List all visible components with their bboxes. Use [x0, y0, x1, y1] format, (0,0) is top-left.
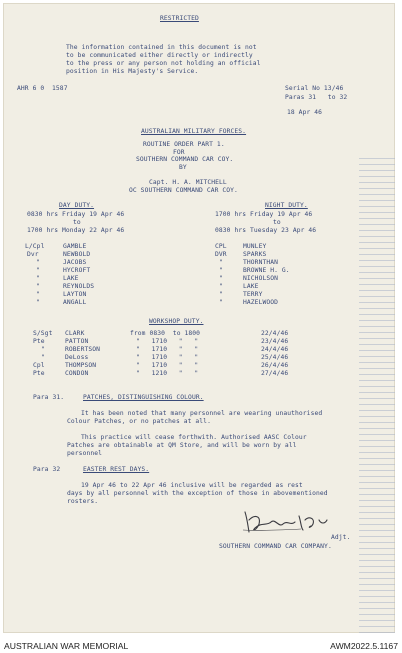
para32-text: rosters. — [67, 498, 99, 505]
night-name: MUNLEY — [243, 243, 267, 250]
workshop-date: 24/4/46 — [261, 346, 289, 353]
serial-number: Serial No 13/46 — [285, 85, 344, 92]
workshop-time: " 1710 " " — [136, 346, 199, 353]
night-duty-until: 0830 hrs Tuesday 23 Apr 46 — [215, 227, 317, 234]
for-word: FOR — [173, 149, 185, 156]
by-word: BY — [179, 164, 187, 171]
para32-text: 19 Apr 46 to 22 Apr 46 inclusive will be regarded as rest — [81, 482, 303, 489]
para31-text: Patches are obtainable at QM Store, and will be worn by all — [67, 442, 297, 449]
night-rank: " — [219, 275, 223, 282]
day-rank: " — [36, 291, 40, 298]
night-name: SPARKS — [243, 251, 267, 258]
workshop-date: 26/4/46 — [261, 362, 289, 369]
adjutant-label: Adjt. — [331, 534, 351, 541]
night-rank: " — [219, 291, 223, 298]
day-rank: " — [36, 259, 40, 266]
night-name: THORNTHAN — [243, 259, 279, 266]
para31-text: This practice will cease forthwith. Authorised AASC Colour — [81, 434, 307, 441]
notice-line: to the press or any person not holding an official — [66, 60, 261, 67]
day-name: LAYTON — [63, 291, 87, 298]
night-duty-to: to — [273, 219, 281, 226]
workshop-date: 23/4/46 — [261, 338, 289, 345]
workshop-time: " 1210 " " — [136, 370, 199, 377]
night-rank: DVR — [215, 251, 227, 258]
workshop-name: THOMPSON — [65, 362, 97, 369]
night-duty-from: 1700 hrs Friday 19 Apr 46 — [215, 211, 313, 218]
day-rank: " — [36, 299, 40, 306]
workshop-name: ROBERTSON — [65, 346, 101, 353]
day-name: REYNOLDS — [63, 283, 95, 290]
day-rank: " — [36, 267, 40, 274]
workshop-time: " 1710 " " — [136, 338, 199, 345]
day-name: NEWBOLD — [63, 251, 91, 258]
day-name: JACOBS — [63, 259, 87, 266]
para31-heading: PATCHES, DISTINGUISHING COLOUR. — [83, 394, 204, 401]
workshop-date: 27/4/46 — [261, 370, 289, 377]
para31-text: personnel — [67, 450, 103, 457]
para32-text: days by all personnel with the exception of those in abovementioned — [67, 490, 328, 497]
workshop-time: from 0830 to 1800 — [130, 330, 201, 337]
workshop-name: CONDON — [65, 370, 89, 377]
signature-company: SOUTHERN COMMAND CAR COMPANY. — [219, 543, 332, 550]
workshop-rank: " — [41, 346, 45, 353]
paras-range: Paras 31 to 32 — [285, 94, 348, 101]
day-duty-to: to — [73, 219, 81, 226]
night-rank: " — [219, 259, 223, 266]
workshop-rank: Pte — [33, 338, 45, 345]
day-name: GAMBLE — [63, 243, 87, 250]
day-name: ANGALL — [63, 299, 87, 306]
night-rank: " — [219, 267, 223, 274]
workshop-rank: " — [41, 354, 45, 361]
night-rank: CPL — [215, 243, 227, 250]
workshop-date: 22/4/46 — [261, 330, 289, 337]
night-name: BROWNE H. G. — [243, 267, 290, 274]
workshop-rank: Cpl — [33, 362, 45, 369]
reference-number: AHR 6 0 1587 — [17, 85, 68, 92]
para32-label: Para 32 — [33, 466, 61, 473]
day-rank: L/Cpl — [25, 243, 45, 250]
notice-line: position in His Majesty's Service. — [66, 68, 199, 75]
day-rank: " — [36, 283, 40, 290]
notice-line: to be communicated either directly or indirectly — [66, 52, 253, 59]
archive-credit: AUSTRALIAN WAR MEMORIAL — [4, 641, 129, 651]
notice-line: The information contained in this document is not — [66, 44, 257, 51]
document-page — [3, 3, 395, 633]
day-name: HYCROFT — [63, 267, 91, 274]
workshop-date: 25/4/46 — [261, 354, 289, 361]
order-title: ROUTINE ORDER PART 1. — [143, 141, 225, 148]
para32-heading: EASTER REST DAYS. — [83, 466, 150, 473]
workshop-name: DeLoss — [65, 354, 89, 361]
day-rank: " — [36, 275, 40, 282]
day-rank: Dvr — [27, 251, 39, 258]
day-duty-until: 1700 hrs Monday 22 Apr 46 — [27, 227, 125, 234]
night-name: NICHOLSON — [243, 275, 279, 282]
day-duty-heading: DAY DUTY. — [59, 202, 95, 209]
para31-label: Para 31. — [33, 394, 65, 401]
workshop-rank: Pte — [33, 370, 45, 377]
workshop-name: PATTON — [65, 338, 89, 345]
company-title: SOUTHERN COMMAND CAR COY. — [136, 156, 234, 163]
para31-text: It has been noted that many personnel are wearing unauthorised — [81, 410, 323, 417]
night-rank: " — [219, 299, 223, 306]
night-name: TERRY — [243, 291, 263, 298]
day-name: LAKE — [63, 275, 79, 282]
night-rank: " — [219, 283, 223, 290]
workshop-rank: S/Sgt — [33, 330, 53, 337]
ruled-lines — [359, 153, 395, 633]
officer-role: OC SOUTHERN COMMAND CAR COY. — [129, 187, 238, 194]
workshop-time: " 1710 " " — [136, 362, 199, 369]
handwritten-signature — [241, 508, 335, 534]
workshop-name: CLARK — [65, 330, 85, 337]
day-duty-from: 0830 hrs Friday 19 Apr 46 — [27, 211, 125, 218]
order-date: 18 Apr 46 — [287, 109, 323, 116]
unit-title: AUSTRALIAN MILITARY FORCES. — [141, 128, 247, 135]
workshop-heading: WORKSHOP DUTY. — [149, 318, 204, 325]
workshop-time: " 1710 " " — [136, 354, 199, 361]
officer-name: Capt. H. A. MITCHELL — [149, 179, 227, 186]
archive-accession-number: AWM2022.5.1167 — [330, 641, 398, 651]
night-name: HAZELWOOD — [243, 299, 279, 306]
para31-text: Colour Patches, or no patches at all. — [67, 418, 211, 425]
night-name: LAKE — [243, 283, 259, 290]
night-duty-heading: NIGHT DUTY. — [265, 202, 308, 209]
classification-label: RESTRICTED — [160, 15, 199, 22]
